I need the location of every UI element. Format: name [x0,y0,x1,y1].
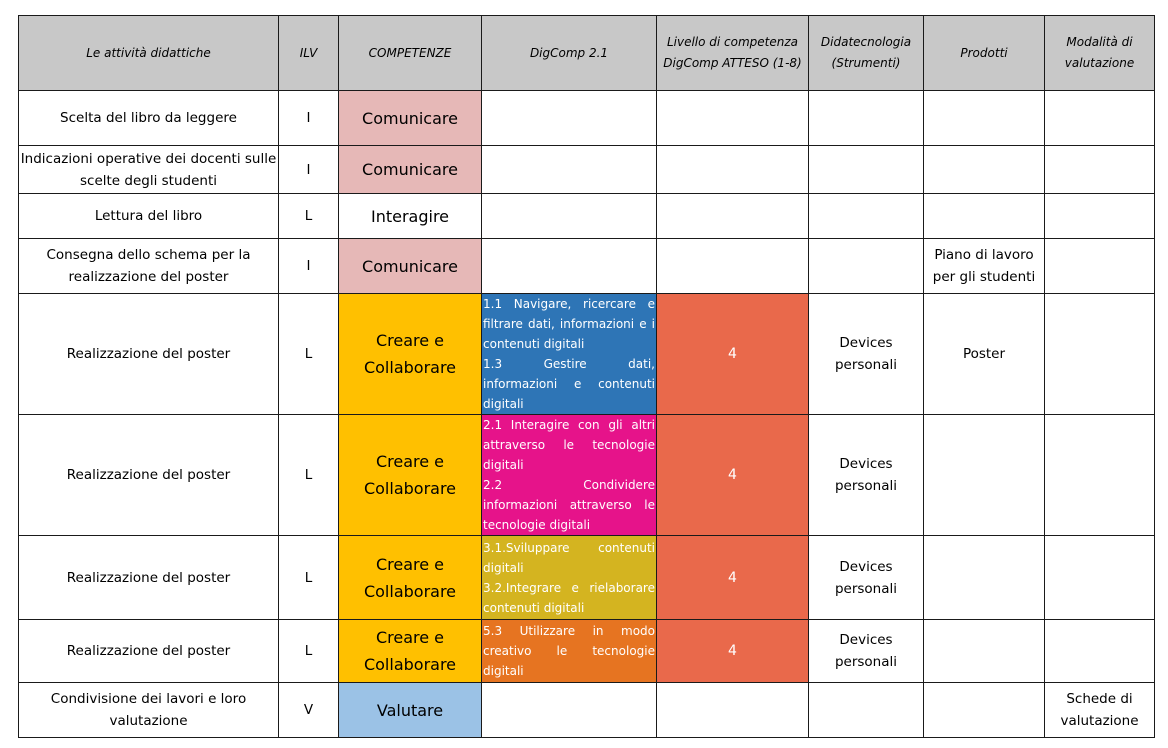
tools-cell [809,194,924,239]
level-cell [657,194,809,239]
evaluation-cell [1045,194,1155,239]
table-row [19,536,1155,620]
competence-cell: Creare e Collaborare [339,536,482,620]
evaluation-cell [1045,620,1155,683]
competence-table [18,15,1155,738]
header-activities: Le attività didattiche [19,16,279,91]
ilv-cell: L [279,415,339,536]
competence-cell: Valutare [339,683,482,738]
table-row [19,146,1155,194]
level-cell [657,146,809,194]
activity-cell: Realizzazione del poster [19,620,279,683]
digcomp-item: 1.3 Gestire dati, informazioni e contenuti digitali [483,357,655,411]
tools-cell [809,239,924,294]
competence-cell: Creare e Collaborare [339,415,482,536]
digcomp-cell [482,91,657,146]
header-row [19,16,1155,91]
header-ilv: ILV [279,16,339,91]
table-row [19,239,1155,294]
tools-cell [809,683,924,738]
evaluation-cell [1045,146,1155,194]
products-cell: Poster [924,294,1045,415]
digcomp-cell [482,620,657,683]
activity-cell: Realizzazione del poster [19,536,279,620]
tools-cell [809,91,924,146]
ilv-cell: L [279,620,339,683]
table-row [19,415,1155,536]
evaluation-cell [1045,415,1155,536]
competence-cell: Comunicare [339,91,482,146]
competence-cell: Interagire [339,194,482,239]
table-row [19,294,1155,415]
evaluation-cell [1045,91,1155,146]
activity-cell: Consegna dello schema per la realizzazione del poster [19,239,279,294]
level-cell [657,91,809,146]
header-tools: Didatecnologia (Strumenti) [809,16,924,91]
digcomp-cell [482,146,657,194]
digcomp-item: 3.2.Integrare e rielaborare contenuti digitali [483,580,655,615]
products-cell [924,683,1045,738]
header-level: Livello di competenza DigComp ATTESO (1-8) [657,16,809,91]
activity-cell: Condivisione dei lavori e loro valutazione [19,683,279,738]
competence-cell: Comunicare [339,146,482,194]
level-cell: 4 [657,620,809,683]
level-cell [657,683,809,738]
products-cell [924,536,1045,620]
ilv-cell: L [279,536,339,620]
header-evaluation: Modalità di valutazione [1045,16,1155,91]
products-cell [924,146,1045,194]
activity-cell: Realizzazione del poster [19,294,279,415]
ilv-cell: L [279,194,339,239]
table-row [19,194,1155,239]
table-row [19,683,1155,738]
products-cell: Piano di lavoro per gli studenti [924,239,1045,294]
level-cell [657,239,809,294]
tools-cell: Devices personali [809,620,924,683]
activity-cell: Lettura del libro [19,194,279,239]
digcomp-cell [482,415,657,536]
tools-cell: Devices personali [809,294,924,415]
digcomp-item: 2.1 Interagire con gli altri attraverso le tecnologie digitali [483,418,655,472]
level-cell: 4 [657,294,809,415]
digcomp-cell [482,239,657,294]
header-digcomp: DigComp 2.1 [482,16,657,91]
level-cell: 4 [657,415,809,536]
ilv-cell: I [279,91,339,146]
evaluation-cell [1045,536,1155,620]
digcomp-cell [482,194,657,239]
evaluation-cell [1045,239,1155,294]
tools-cell: Devices personali [809,536,924,620]
digcomp-item: 2.2 Condividere informazioni attraverso le tecnologie digitali [483,478,655,532]
tools-cell: Devices personali [809,415,924,536]
ilv-cell: L [279,294,339,415]
tools-cell [809,146,924,194]
digcomp-item: 3.1.Sviluppare contenuti digitali [483,540,655,575]
ilv-cell: I [279,239,339,294]
products-cell [924,194,1045,239]
digcomp-cell [482,536,657,620]
products-cell [924,415,1045,536]
table-row [19,620,1155,683]
digcomp-item: 5.3 Utilizzare in modo creativo le tecnologie digitali [483,624,655,678]
competence-cell: Comunicare [339,239,482,294]
evaluation-cell: Schede di valutazione [1045,683,1155,738]
activity-cell: Indicazioni operative dei docenti sulle scelte degli studenti [19,146,279,194]
competence-cell: Creare e Collaborare [339,294,482,415]
ilv-cell: V [279,683,339,738]
table-row [19,91,1155,146]
products-cell [924,91,1045,146]
products-cell [924,620,1045,683]
digcomp-item: 1.1 Navigare, ricercare e filtrare dati, informazioni e i contenuti digitali [483,297,655,351]
header-products: Prodotti [924,16,1045,91]
activity-cell: Realizzazione del poster [19,415,279,536]
ilv-cell: I [279,146,339,194]
evaluation-cell [1045,294,1155,415]
competence-cell: Creare e Collaborare [339,620,482,683]
header-competences: COMPETENZE [339,16,482,91]
activity-cell: Scelta del libro da leggere [19,91,279,146]
level-cell: 4 [657,536,809,620]
digcomp-cell [482,294,657,415]
digcomp-cell [482,683,657,738]
